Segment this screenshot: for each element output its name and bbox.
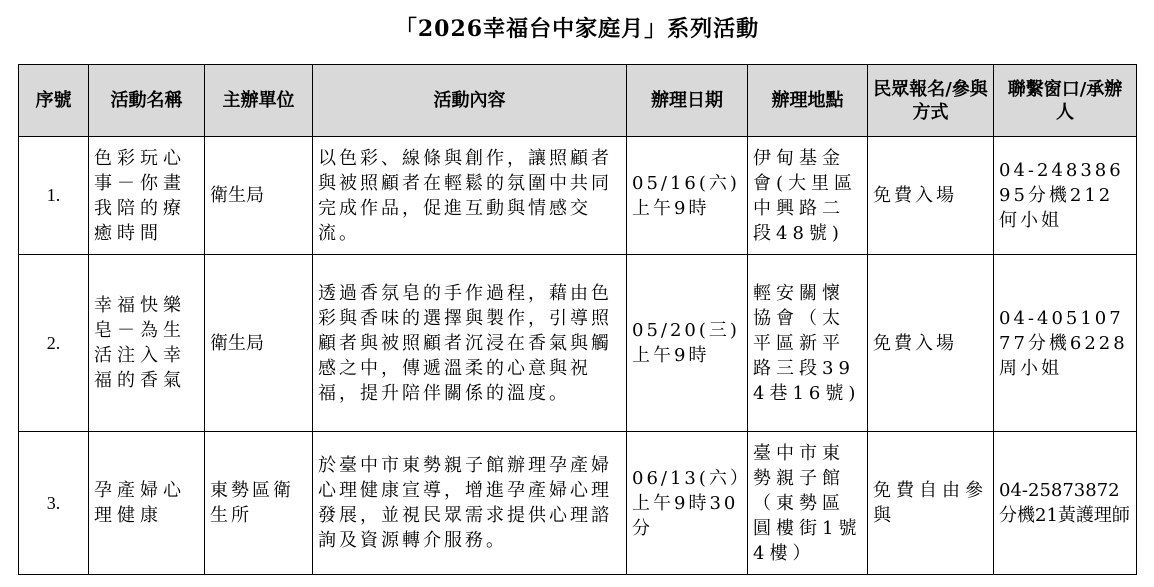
header-contact: 聯繫窗口/承辦人 bbox=[994, 65, 1137, 137]
row-activity-name: 孕產婦心理健康 bbox=[89, 432, 205, 575]
row-date: 05/20(三)上午9時 bbox=[627, 255, 748, 432]
row-content: 以色彩、線條與創作，讓照顧者與被照顧者在輕鬆的氛圍中共同完成作品，促進互動與情感交流。 bbox=[313, 137, 627, 255]
row-content: 於臺中市東勢親子館辦理孕產婦心理健康宣導，增進孕產婦心理發展，並視民眾需求提供心理諮詢及資源轉介服務。 bbox=[313, 432, 627, 575]
header-date: 辦理日期 bbox=[627, 65, 748, 137]
row-activity-name: 色彩玩心事－你畫我陪的療癒時間 bbox=[89, 137, 205, 255]
row-registration: 免費自由參與 bbox=[868, 432, 994, 575]
row-location: 輕安關懷協會（太平區新平路三段394巷16號) bbox=[748, 255, 868, 432]
activity-table bbox=[18, 64, 1137, 575]
row-organizer: 東勢區衛生所 bbox=[205, 432, 313, 575]
header-registration: 民眾報名/參與方式 bbox=[868, 65, 994, 137]
header-content: 活動內容 bbox=[313, 65, 627, 137]
row-seq: 2. bbox=[19, 255, 89, 432]
header-seq: 序號 bbox=[19, 65, 89, 137]
header-name: 活動名稱 bbox=[89, 65, 205, 137]
row-content: 透過香氛皂的手作過程，藉由色彩與香味的選擇與製作，引導照顧者與被照顧者沉浸在香氣與觸感之中，傳遞溫柔的心意與祝福，提升陪伴關係的溫度。 bbox=[313, 255, 627, 432]
row-contact: 04-25873872分機21黃護理師 bbox=[994, 432, 1137, 575]
header-location: 辦理地點 bbox=[748, 65, 868, 137]
row-registration: 免費入場 bbox=[868, 255, 994, 432]
row-organizer: 衛生局 bbox=[205, 255, 313, 432]
row-activity-name: 幸福快樂皂－為生活注入幸福的香氣 bbox=[89, 255, 205, 432]
row-seq: 1. bbox=[19, 137, 89, 255]
table-row bbox=[19, 137, 1137, 255]
row-date: 05/16(六)上午9時 bbox=[627, 137, 748, 255]
row-seq: 3. bbox=[19, 432, 89, 575]
table-row bbox=[19, 255, 1137, 432]
row-location: 臺中市東勢親子館（東勢區圓樓街1號4樓） bbox=[748, 432, 868, 575]
row-organizer: 衛生局 bbox=[205, 137, 313, 255]
row-registration: 免費入場 bbox=[868, 137, 994, 255]
table-row bbox=[19, 432, 1137, 575]
row-contact: 04-24838695分機212何小姐 bbox=[994, 137, 1137, 255]
row-contact: 04-40510777分機6228周小姐 bbox=[994, 255, 1137, 432]
row-location: 伊甸基金會(大里區中興路二段48號) bbox=[748, 137, 868, 255]
page-title: 「2026幸福台中家庭月」系列活動 bbox=[394, 16, 760, 42]
header-row bbox=[19, 65, 1137, 137]
row-date: 06/13(六）上午9時30分 bbox=[627, 432, 748, 575]
header-organizer: 主辦單位 bbox=[205, 65, 313, 137]
